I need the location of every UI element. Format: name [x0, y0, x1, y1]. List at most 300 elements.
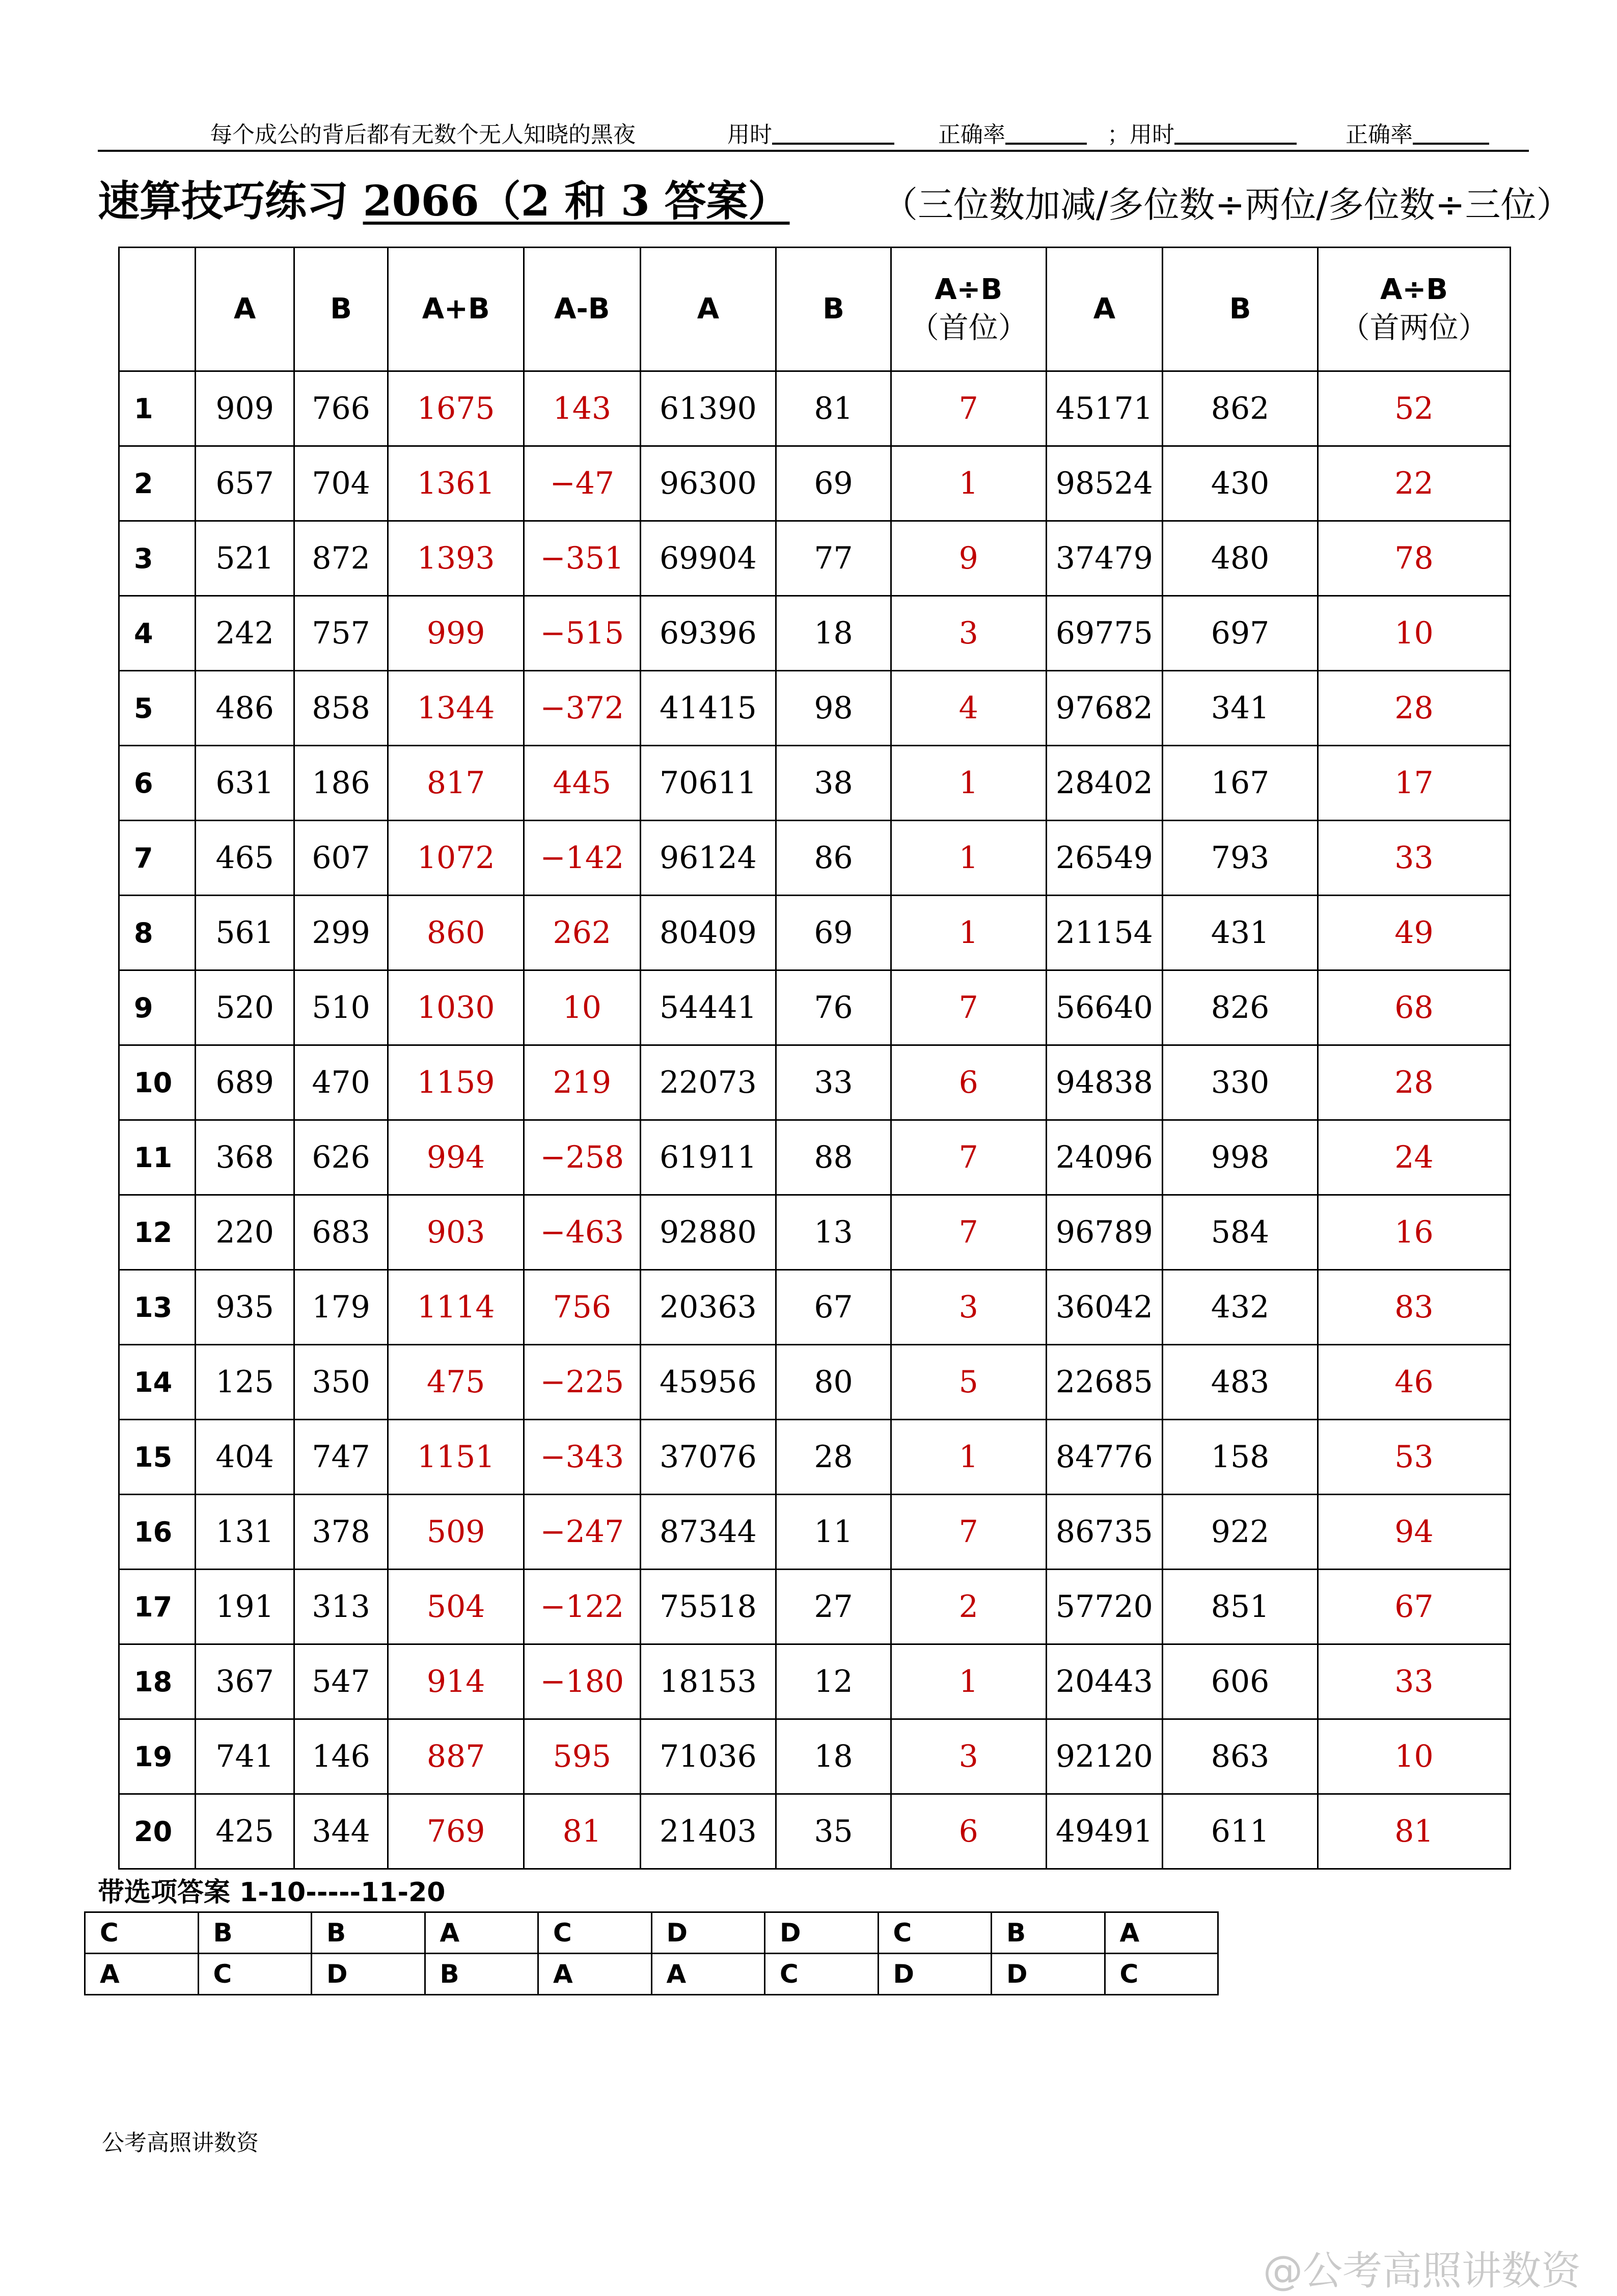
- option-cell: B: [312, 1912, 425, 1954]
- row-number: 5: [119, 671, 196, 746]
- option-cell: D: [312, 1954, 425, 1995]
- row-number: 9: [119, 970, 196, 1045]
- table-cell: 87344: [640, 1495, 776, 1570]
- table-cell: 756: [524, 1270, 641, 1345]
- row-number: 4: [119, 596, 196, 671]
- table-cell: 520: [196, 970, 294, 1045]
- table-cell: 125: [196, 1345, 294, 1420]
- table-cell: 1344: [388, 671, 524, 746]
- table-row: [119, 896, 1511, 970]
- row-number: 11: [119, 1120, 196, 1195]
- table-cell: 1675: [388, 371, 524, 446]
- table-cell: 94838: [1046, 1045, 1163, 1120]
- table-cell: 158: [1163, 1420, 1318, 1495]
- table-cell: 3: [891, 596, 1046, 671]
- table-cell: 1: [891, 896, 1046, 970]
- table-cell: 13: [776, 1195, 891, 1270]
- option-cell: C: [765, 1954, 879, 1995]
- time-label-2: ；用时: [1107, 116, 1174, 149]
- table-cell: 68: [1318, 970, 1510, 1045]
- table-row: [119, 1644, 1511, 1719]
- table-cell: 430: [1163, 446, 1318, 521]
- option-cell: A: [425, 1912, 538, 1954]
- table-cell: 994: [388, 1120, 524, 1195]
- table-cell: 83: [1318, 1270, 1510, 1345]
- table-row: [119, 970, 1511, 1045]
- table-cell: 49: [1318, 896, 1510, 970]
- table-cell: 7: [891, 1120, 1046, 1195]
- table-cell: 81: [776, 371, 891, 446]
- table-cell: 757: [294, 596, 388, 671]
- table-cell: 486: [196, 671, 294, 746]
- table-cell: 425: [196, 1794, 294, 1869]
- table-cell: 33: [1318, 1644, 1510, 1719]
- table-cell: 67: [776, 1270, 891, 1345]
- table-cell: 4: [891, 671, 1046, 746]
- table-cell: 18: [776, 596, 891, 671]
- column-header-label: A÷B: [935, 273, 1003, 306]
- table-cell: 167: [1163, 746, 1318, 821]
- table-cell: 69904: [640, 521, 776, 596]
- table-cell: 27: [776, 1570, 891, 1644]
- table-cell: 146: [294, 1719, 388, 1794]
- table-cell: 1159: [388, 1045, 524, 1120]
- table-cell: 561: [196, 896, 294, 970]
- table-cell: 69396: [640, 596, 776, 671]
- row-number: 14: [119, 1345, 196, 1420]
- column-header-label: A: [233, 292, 256, 326]
- table-cell: 547: [294, 1644, 388, 1719]
- table-cell: 344: [294, 1794, 388, 1869]
- table-cell: 98: [776, 671, 891, 746]
- column-header-label: A: [1093, 292, 1116, 326]
- table-cell: 404: [196, 1420, 294, 1495]
- row-number: 17: [119, 1570, 196, 1644]
- table-cell: 7: [891, 371, 1046, 446]
- table-cell: 1393: [388, 521, 524, 596]
- options-table: [84, 1911, 1219, 1995]
- accuracy-label-2: 正确率: [1346, 116, 1413, 149]
- row-number: 8: [119, 896, 196, 970]
- table-cell: 826: [1163, 970, 1318, 1045]
- table-cell: 75518: [640, 1570, 776, 1644]
- row-number: 2: [119, 446, 196, 521]
- column-header-3: [388, 248, 524, 371]
- table-cell: 903: [388, 1195, 524, 1270]
- table-cell: 10: [1318, 596, 1510, 671]
- table-row: [119, 1570, 1511, 1644]
- table-cell: 92120: [1046, 1719, 1163, 1794]
- table-cell: 22073: [640, 1045, 776, 1120]
- table-cell: 689: [196, 1045, 294, 1120]
- table-cell: 54441: [640, 970, 776, 1045]
- table-cell: 1: [891, 821, 1046, 896]
- table-cell: 96789: [1046, 1195, 1163, 1270]
- column-header-2: [294, 248, 388, 371]
- column-header-label: B: [330, 292, 352, 326]
- table-cell: 860: [388, 896, 524, 970]
- table-cell: 766: [294, 371, 388, 446]
- table-cell: 431: [1163, 896, 1318, 970]
- column-header-label: A÷B: [1380, 273, 1448, 306]
- options-row: [85, 1912, 1218, 1954]
- table-cell: 33: [1318, 821, 1510, 896]
- table-cell: 94: [1318, 1495, 1510, 1570]
- table-cell: 6: [891, 1794, 1046, 1869]
- table-cell: 69: [776, 446, 891, 521]
- table-row: [119, 1120, 1511, 1195]
- table-cell: 98524: [1046, 446, 1163, 521]
- table-cell: 851: [1163, 1570, 1318, 1644]
- table-cell: −47: [524, 446, 641, 521]
- table-cell: 37479: [1046, 521, 1163, 596]
- table-cell: 922: [1163, 1495, 1318, 1570]
- table-row: [119, 446, 1511, 521]
- table-cell: 61911: [640, 1120, 776, 1195]
- table-cell: −142: [524, 821, 641, 896]
- table-cell: 741: [196, 1719, 294, 1794]
- table-row: [119, 1195, 1511, 1270]
- table-cell: 584: [1163, 1195, 1318, 1270]
- table-cell: 242: [196, 596, 294, 671]
- column-header-8: [1046, 248, 1163, 371]
- table-cell: 45956: [640, 1345, 776, 1420]
- table-cell: 28: [776, 1420, 891, 1495]
- table-cell: 341: [1163, 671, 1318, 746]
- table-cell: 17: [1318, 746, 1510, 821]
- option-cell: B: [198, 1912, 312, 1954]
- table-row: [119, 671, 1511, 746]
- table-cell: 657: [196, 446, 294, 521]
- table-cell: 3: [891, 1719, 1046, 1794]
- table-cell: 80409: [640, 896, 776, 970]
- table-cell: 747: [294, 1420, 388, 1495]
- table-cell: 16: [1318, 1195, 1510, 1270]
- table-row: [119, 371, 1511, 446]
- motto: 每个成公的背后都有无数个无人知晓的黑夜: [210, 122, 636, 148]
- table-cell: 81: [524, 1794, 641, 1869]
- table-cell: 313: [294, 1570, 388, 1644]
- table-cell: 330: [1163, 1045, 1318, 1120]
- column-header-6: [776, 248, 891, 371]
- table-cell: 368: [196, 1120, 294, 1195]
- table-cell: 88: [776, 1120, 891, 1195]
- table-cell: 97682: [1046, 671, 1163, 746]
- table-cell: 504: [388, 1570, 524, 1644]
- table-cell: −515: [524, 596, 641, 671]
- table-cell: 56640: [1046, 970, 1163, 1045]
- table-cell: 96124: [640, 821, 776, 896]
- table-row: [119, 596, 1511, 671]
- table-cell: 1: [891, 1644, 1046, 1719]
- footer-text: 公考高照讲数资: [102, 2130, 259, 2156]
- table-cell: 10: [1318, 1719, 1510, 1794]
- column-header-4: [524, 248, 641, 371]
- table-cell: 86735: [1046, 1495, 1163, 1570]
- table-cell: 704: [294, 446, 388, 521]
- table-cell: 49491: [1046, 1794, 1163, 1869]
- table-cell: 24: [1318, 1120, 1510, 1195]
- row-number: 10: [119, 1045, 196, 1120]
- table-cell: 509: [388, 1495, 524, 1570]
- option-cell: A: [538, 1954, 652, 1995]
- exercise-table: [118, 247, 1511, 1870]
- table-cell: 1: [891, 746, 1046, 821]
- table-cell: 20443: [1046, 1644, 1163, 1719]
- table-cell: 18153: [640, 1644, 776, 1719]
- table-cell: −247: [524, 1495, 641, 1570]
- table-cell: −343: [524, 1420, 641, 1495]
- table-cell: 872: [294, 521, 388, 596]
- table-cell: 24096: [1046, 1120, 1163, 1195]
- table-cell: 84776: [1046, 1420, 1163, 1495]
- table-cell: 935: [196, 1270, 294, 1345]
- column-header-7: [891, 248, 1046, 371]
- page-title: [98, 168, 790, 228]
- time-blank-2[interactable]: [1174, 116, 1297, 145]
- table-cell: 7: [891, 970, 1046, 1045]
- table-cell: 20363: [640, 1270, 776, 1345]
- column-header-label: A+B: [422, 292, 490, 326]
- column-header-1: [196, 248, 294, 371]
- option-cell: A: [1105, 1912, 1218, 1954]
- table-cell: 887: [388, 1719, 524, 1794]
- table-cell: 445: [524, 746, 641, 821]
- table-cell: 683: [294, 1195, 388, 1270]
- table-cell: 1: [891, 1420, 1046, 1495]
- table-cell: 631: [196, 746, 294, 821]
- table-cell: 53: [1318, 1420, 1510, 1495]
- column-header-label: B: [1229, 292, 1251, 326]
- table-row: [119, 1420, 1511, 1495]
- page-subtitle: （三位数加减/多位数÷两位/多位数÷三位）: [882, 184, 1572, 226]
- table-cell: 697: [1163, 596, 1318, 671]
- row-number: 20: [119, 1794, 196, 1869]
- table-row: [119, 1270, 1511, 1345]
- table-cell: 28402: [1046, 746, 1163, 821]
- table-cell: 12: [776, 1644, 891, 1719]
- row-number: 18: [119, 1644, 196, 1719]
- table-cell: 69775: [1046, 596, 1163, 671]
- title-number: 2066（2 和 3 答案）: [363, 177, 790, 226]
- time-label-1: 用时: [727, 116, 772, 149]
- table-cell: 77: [776, 521, 891, 596]
- table-cell: 70611: [640, 746, 776, 821]
- table-cell: 52: [1318, 371, 1510, 446]
- table-cell: 793: [1163, 821, 1318, 896]
- table-row: [119, 821, 1511, 896]
- table-cell: 35: [776, 1794, 891, 1869]
- table-cell: 475: [388, 1345, 524, 1420]
- table-cell: 191: [196, 1570, 294, 1644]
- table-cell: 998: [1163, 1120, 1318, 1195]
- table-cell: 483: [1163, 1345, 1318, 1420]
- table-cell: 510: [294, 970, 388, 1045]
- option-cell: C: [85, 1912, 199, 1954]
- row-number: 1: [119, 371, 196, 446]
- options-row: [85, 1954, 1218, 1995]
- row-number: 13: [119, 1270, 196, 1345]
- table-cell: 465: [196, 821, 294, 896]
- table-cell: 999: [388, 596, 524, 671]
- table-row: [119, 1719, 1511, 1794]
- table-cell: 38: [776, 746, 891, 821]
- header-row: [119, 248, 1511, 371]
- table-cell: 21403: [640, 1794, 776, 1869]
- accuracy-label-1: 正确率: [938, 116, 1005, 149]
- accuracy-blank-1[interactable]: [1005, 116, 1087, 145]
- table-cell: 80: [776, 1345, 891, 1420]
- table-cell: 1151: [388, 1420, 524, 1495]
- table-cell: 6: [891, 1045, 1046, 1120]
- option-cell: B: [425, 1954, 538, 1995]
- table-cell: 378: [294, 1495, 388, 1570]
- table-cell: 92880: [640, 1195, 776, 1270]
- row-number: 6: [119, 746, 196, 821]
- table-cell: 22: [1318, 446, 1510, 521]
- table-cell: 1072: [388, 821, 524, 896]
- table-cell: 769: [388, 1794, 524, 1869]
- table-cell: 607: [294, 821, 388, 896]
- table-cell: 521: [196, 521, 294, 596]
- table-cell: 28: [1318, 671, 1510, 746]
- table-cell: 78: [1318, 521, 1510, 596]
- table-cell: 480: [1163, 521, 1318, 596]
- table-cell: 219: [524, 1045, 641, 1120]
- option-cell: A: [651, 1954, 765, 1995]
- row-number: 19: [119, 1719, 196, 1794]
- watermark: @公考高照讲数资: [1263, 2248, 1581, 2294]
- table-cell: −372: [524, 671, 641, 746]
- table-cell: 143: [524, 371, 641, 446]
- row-number: 16: [119, 1495, 196, 1570]
- table-cell: 67: [1318, 1570, 1510, 1644]
- table-cell: −463: [524, 1195, 641, 1270]
- table-cell: 432: [1163, 1270, 1318, 1345]
- option-cell: B: [992, 1912, 1105, 1954]
- table-cell: 179: [294, 1270, 388, 1345]
- table-cell: 41415: [640, 671, 776, 746]
- table-cell: −258: [524, 1120, 641, 1195]
- row-number: 12: [119, 1195, 196, 1270]
- table-cell: 220: [196, 1195, 294, 1270]
- table-cell: 1: [891, 446, 1046, 521]
- column-header-sublabel: （首位）: [909, 310, 1028, 345]
- option-cell: A: [85, 1954, 199, 1995]
- table-cell: 46: [1318, 1345, 1510, 1420]
- column-header-label: A: [697, 292, 720, 326]
- column-header-0: [119, 248, 196, 371]
- table-cell: 69: [776, 896, 891, 970]
- table-row: [119, 521, 1511, 596]
- table-cell: 26549: [1046, 821, 1163, 896]
- table-cell: 10: [524, 970, 641, 1045]
- table-cell: 71036: [640, 1719, 776, 1794]
- table-cell: 1114: [388, 1270, 524, 1345]
- table-cell: 9: [891, 521, 1046, 596]
- table-cell: 7: [891, 1195, 1046, 1270]
- column-header-10: [1318, 248, 1510, 371]
- row-number: 15: [119, 1420, 196, 1495]
- column-header-label: A-B: [554, 292, 610, 326]
- table-cell: 28: [1318, 1045, 1510, 1120]
- table-cell: 299: [294, 896, 388, 970]
- table-cell: 45171: [1046, 371, 1163, 446]
- option-cell: C: [878, 1912, 992, 1954]
- table-cell: 858: [294, 671, 388, 746]
- table-cell: 606: [1163, 1644, 1318, 1719]
- column-header-5: [640, 248, 776, 371]
- table-cell: 57720: [1046, 1570, 1163, 1644]
- table-row: [119, 746, 1511, 821]
- table-cell: 131: [196, 1495, 294, 1570]
- table-cell: 817: [388, 746, 524, 821]
- table-cell: 3: [891, 1270, 1046, 1345]
- row-number: 7: [119, 821, 196, 896]
- table-cell: 37076: [640, 1420, 776, 1495]
- table-row: [119, 1045, 1511, 1120]
- table-body: [119, 371, 1511, 1869]
- table-cell: 81: [1318, 1794, 1510, 1869]
- table-cell: 5: [891, 1345, 1046, 1420]
- table-row: [119, 1495, 1511, 1570]
- option-cell: C: [198, 1954, 312, 1995]
- table-cell: 262: [524, 896, 641, 970]
- table-cell: 33: [776, 1045, 891, 1120]
- options-title: 带选项答案 1-10-----11-20: [98, 1877, 446, 1908]
- table-cell: 1030: [388, 970, 524, 1045]
- table-cell: −351: [524, 521, 641, 596]
- table-cell: 1361: [388, 446, 524, 521]
- table-row: [119, 1345, 1511, 1420]
- table-cell: 470: [294, 1045, 388, 1120]
- table-cell: 22685: [1046, 1345, 1163, 1420]
- table-cell: 36042: [1046, 1270, 1163, 1345]
- table-cell: 914: [388, 1644, 524, 1719]
- column-header-sublabel: （首两位）: [1340, 310, 1488, 345]
- table-cell: 86: [776, 821, 891, 896]
- time-blank-1[interactable]: [772, 116, 894, 145]
- title-row: [98, 168, 1572, 226]
- table-cell: 96300: [640, 446, 776, 521]
- option-cell: C: [538, 1912, 652, 1954]
- option-cell: D: [878, 1954, 992, 1995]
- table-cell: 350: [294, 1345, 388, 1420]
- column-header-label: B: [823, 292, 844, 326]
- option-cell: C: [1105, 1954, 1218, 1995]
- options-body: [85, 1912, 1218, 1995]
- table-cell: −225: [524, 1345, 641, 1420]
- table-cell: 186: [294, 746, 388, 821]
- table-cell: −122: [524, 1570, 641, 1644]
- table-cell: 367: [196, 1644, 294, 1719]
- table-cell: 11: [776, 1495, 891, 1570]
- table-cell: 863: [1163, 1719, 1318, 1794]
- row-number: 3: [119, 521, 196, 596]
- option-cell: D: [992, 1954, 1105, 1995]
- accuracy-blank-2[interactable]: [1413, 116, 1489, 145]
- table-cell: 18: [776, 1719, 891, 1794]
- table-cell: 862: [1163, 371, 1318, 446]
- table-cell: 2: [891, 1570, 1046, 1644]
- table-cell: 626: [294, 1120, 388, 1195]
- table-cell: 61390: [640, 371, 776, 446]
- table-cell: 7: [891, 1495, 1046, 1570]
- table-cell: 21154: [1046, 896, 1163, 970]
- table-row: [119, 1794, 1511, 1869]
- column-header-9: [1163, 248, 1318, 371]
- option-cell: D: [651, 1912, 765, 1954]
